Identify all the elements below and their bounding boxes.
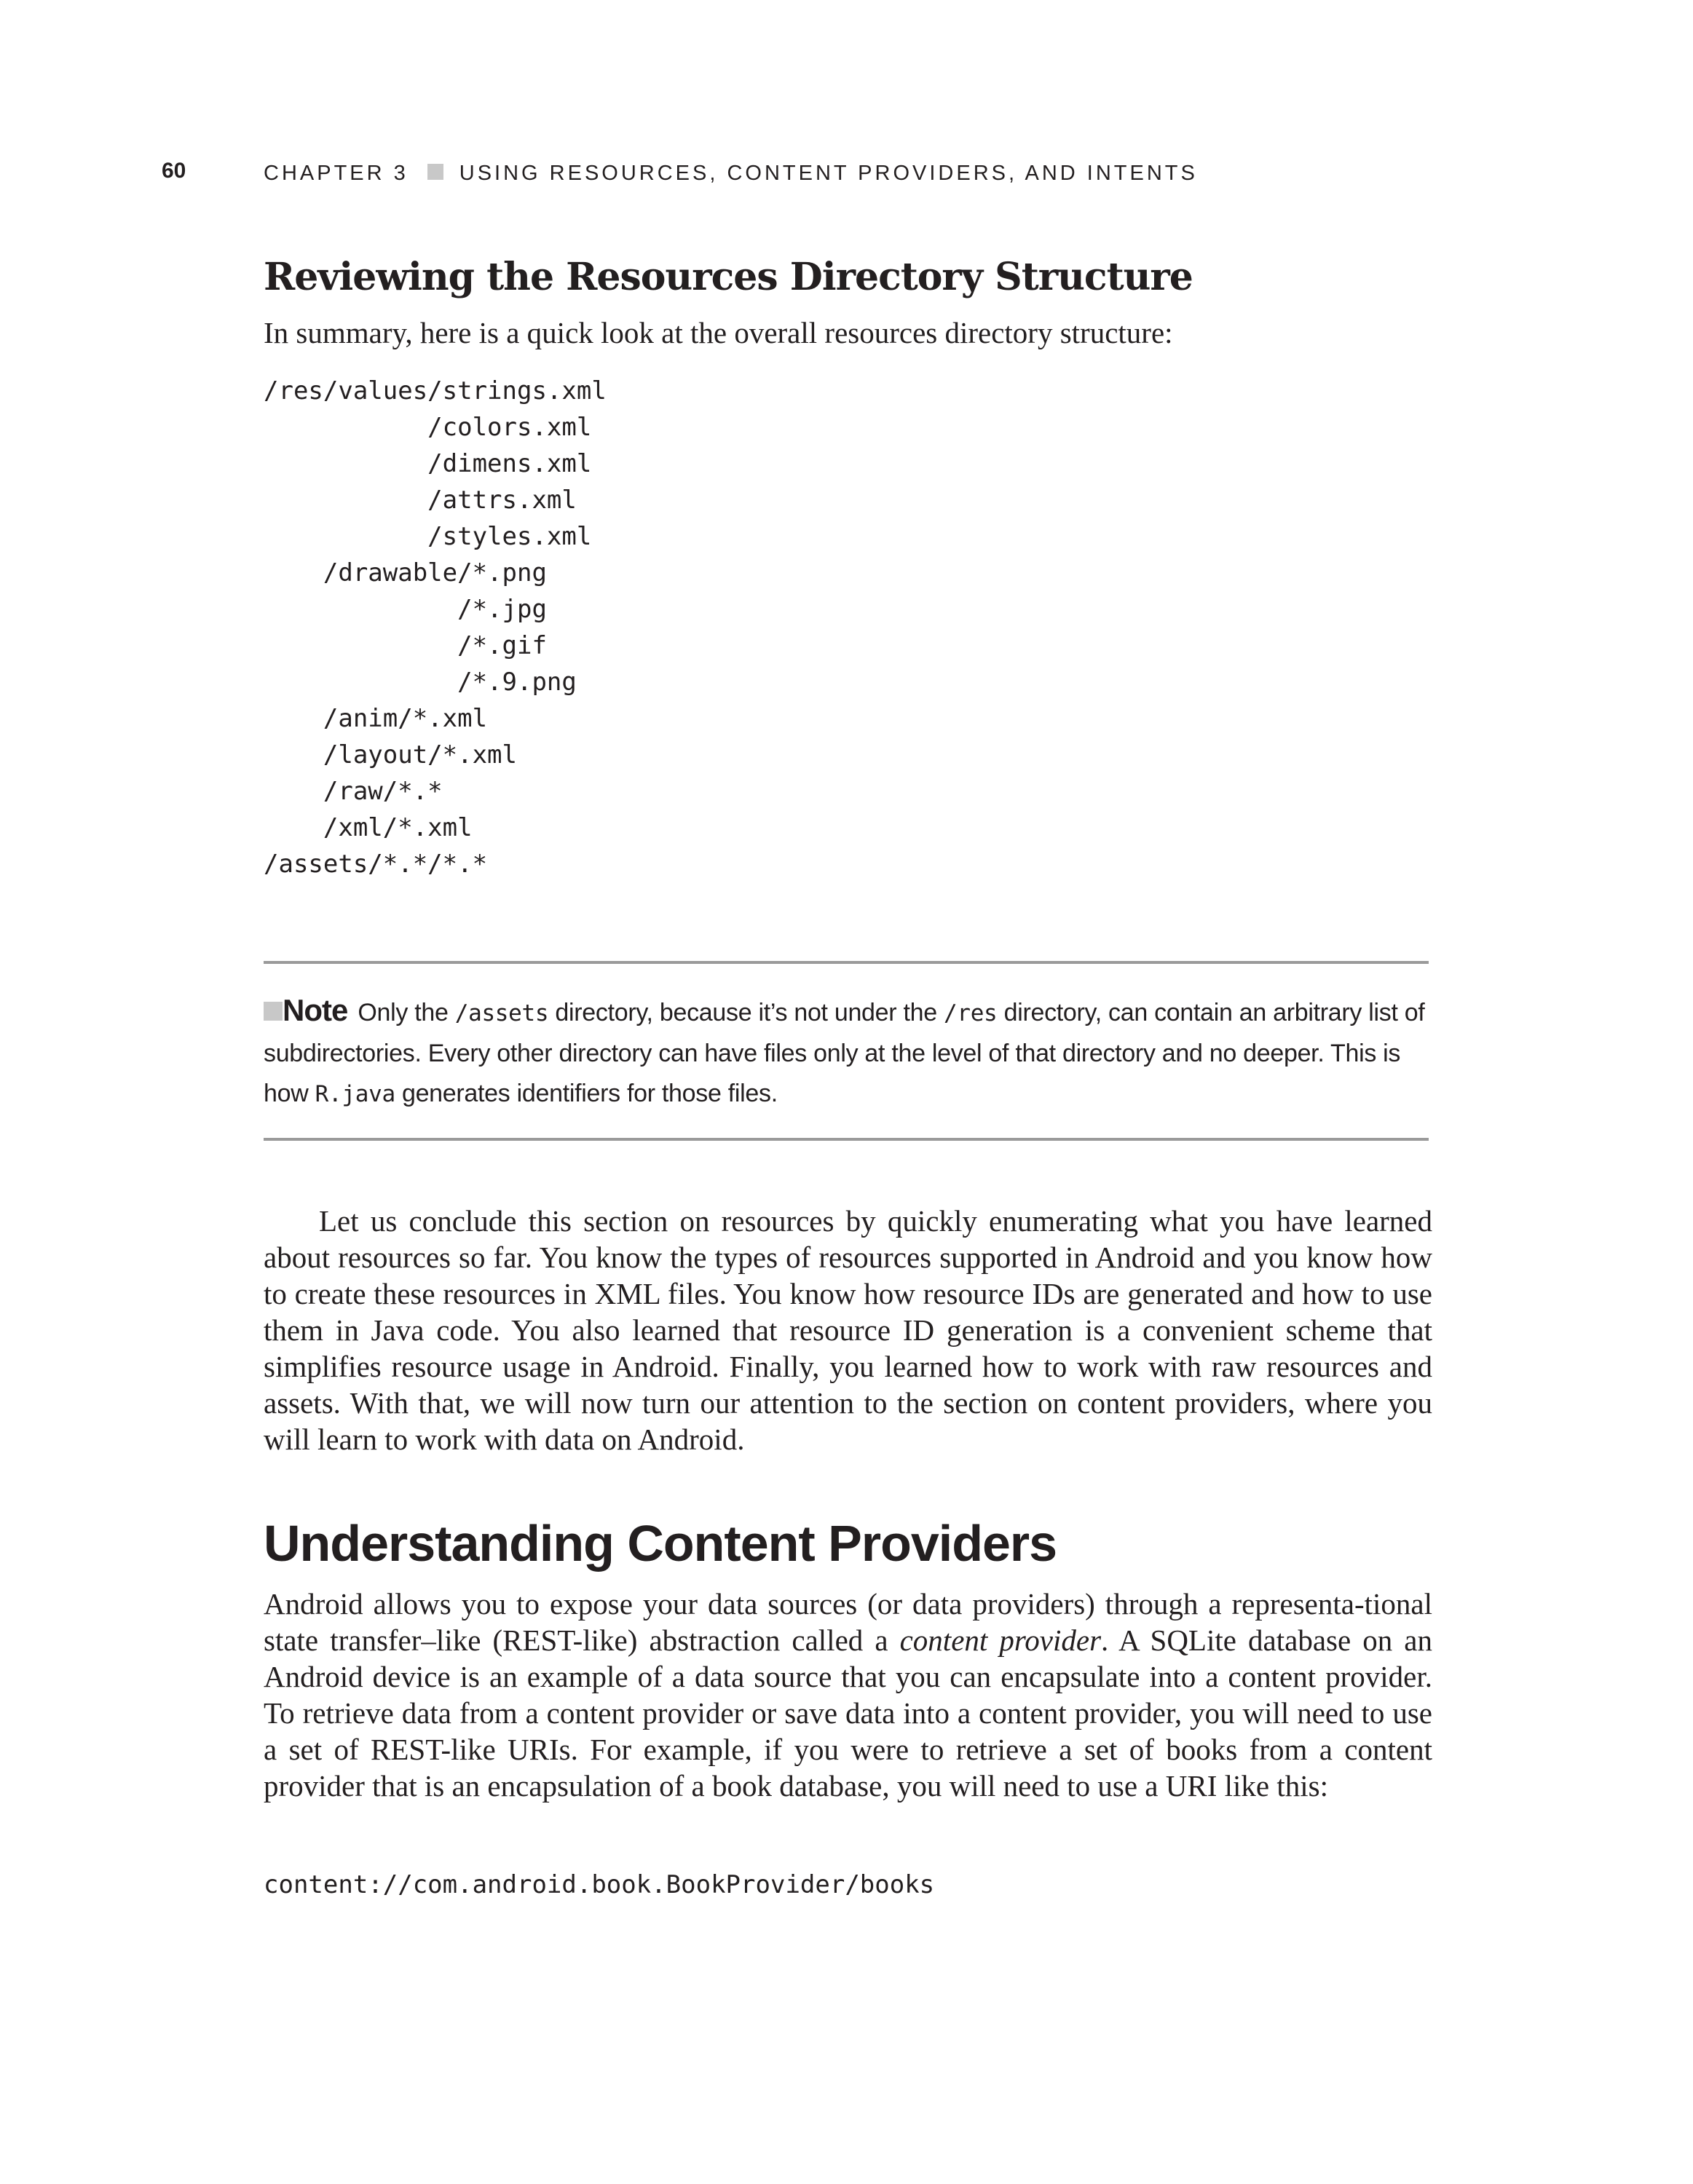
note-text: Only the — [358, 999, 455, 1026]
note-text: generates identifiers for those files. — [395, 1080, 778, 1107]
uri-code: content://com.android.book.BookProvider/books — [264, 1870, 935, 1899]
page-number: 60 — [162, 159, 186, 183]
conclusion-paragraph: Let us conclude this section on resources by quickly enumerating what you have learned about resources so far. You know the types of resources supported in Android and you know how to create these resources in XML files. You know how resource IDs are generated and how to use them in Java code. You also learned that resource ID generation is a convenient scheme that simplifies resource usage in Android. Finally, you learned how to work with raw resources and assets. With that, we will now turn our attention to the section on content providers, where you will learn to work with data on Android. — [264, 1204, 1432, 1456]
content-providers-paragraph — [264, 1586, 1432, 1804]
note-top-rule — [264, 961, 1429, 964]
content-providers-heading: Understanding Content Providers — [264, 1515, 1057, 1572]
square-bullet-icon — [264, 1002, 283, 1021]
note-text: directory, because it’s not under the — [548, 999, 944, 1026]
note-box — [264, 990, 1429, 1115]
running-head — [264, 162, 1198, 186]
intro-paragraph: In summary, here is a quick look at the overall resources directory structure: — [264, 316, 1173, 349]
note-text: directory, can contain an arbitrary list of subdirectories. Every other directory can have files only at the level of that directory and no deeper. This is how — [264, 999, 1425, 1107]
square-separator-icon — [427, 164, 443, 180]
paragraph-text: . A SQLite database on an Android device is an example of a data source that you can encapsulate into a content provider. To retrieve data from a content provider or save data into a content provider, you will need to use a set of REST-like URIs. For example, if you were to retrieve a set of books from a content provider that is an encapsulation of a book database, you will need to use a URI like this: — [264, 1623, 1433, 1803]
directory-structure-code: /res/values/strings.xml /colors.xml /dimens.xml /attrs.xml /styles.xml /drawable/*.png /*.jpg /*.gif /*.9.png /anim/*.xml /layout/*.xml /raw/*.* /xml/*.xml /assets/*.*/*.* — [264, 376, 607, 879]
note-bottom-rule — [264, 1138, 1429, 1141]
note-label: Note — [283, 993, 348, 1027]
paragraph-text: Android allows you to expose your data sources (or data providers) through a representa-tional state transfer–like (REST-like) abstraction called a — [264, 1587, 1432, 1657]
note-code-rjava: R.java — [315, 1081, 395, 1107]
content-provider-term: content provider — [899, 1623, 1102, 1657]
note-code-res: /res — [943, 1000, 998, 1026]
chapter-title: USING RESOURCES, CONTENT PROVIDERS, AND INTENTS — [459, 162, 1198, 185]
note-code-assets: /assets — [454, 1000, 549, 1026]
section-title: Reviewing the Resources Directory Structure — [264, 255, 1193, 299]
chapter-label: CHAPTER 3 — [264, 162, 409, 185]
